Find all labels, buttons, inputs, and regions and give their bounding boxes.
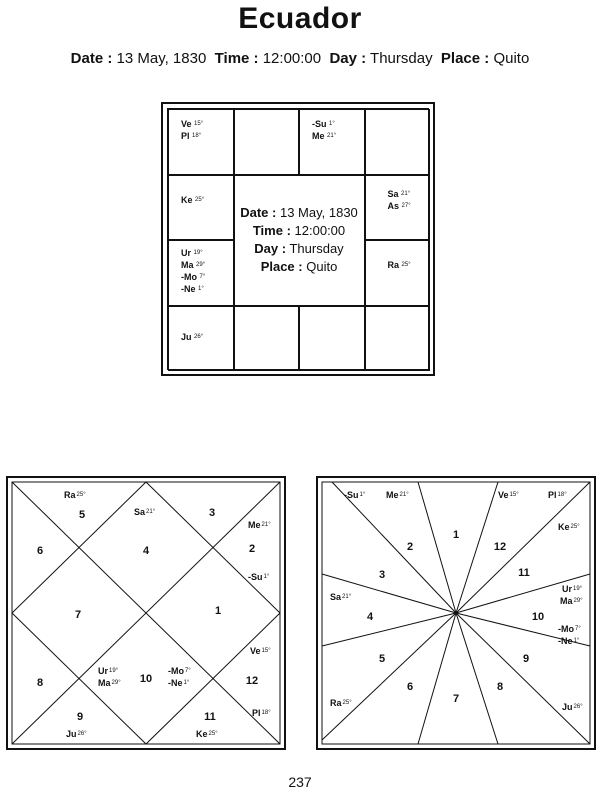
- bhava-house-12: 12: [493, 541, 507, 553]
- center-day-label: Day :: [254, 241, 287, 256]
- north-house-1: 1: [214, 605, 222, 617]
- south-planet-entry: [181, 259, 233, 271]
- date-label: Date :: [70, 50, 113, 67]
- planet-degree: 18°: [192, 133, 202, 139]
- north-house-5: 5: [78, 509, 86, 521]
- planet-degree: 29°: [196, 262, 206, 268]
- south-planet-entry: [181, 247, 233, 259]
- north-planet-su: $-Su^{1^\circ}$: [248, 572, 270, 582]
- planet-degree: 25°: [195, 196, 205, 203]
- north-house-12: 12: [245, 675, 259, 687]
- planet-abbr: Pl: [181, 131, 190, 141]
- center-day: Thursday: [289, 241, 344, 256]
- planet-degree: 7°: [199, 274, 206, 280]
- cell-pisces: [168, 109, 234, 175]
- planet-abbr: Ra: [387, 260, 400, 270]
- bhava-house-9: 9: [522, 653, 530, 665]
- cell-aries: [234, 109, 300, 175]
- planet-degree: 21°: [327, 133, 337, 139]
- bhava-planet-mo: $-Mo^{7^\circ}$: [558, 624, 581, 634]
- north-house-7: 7: [74, 609, 82, 621]
- north-chart-lines: [8, 478, 284, 748]
- page-number: 237: [288, 774, 312, 790]
- north-house-8: 8: [36, 677, 44, 689]
- planet-abbr: Me: [312, 131, 325, 141]
- planet-degree: 21°: [401, 190, 411, 197]
- north-planet-ur: $Ur^{19^\circ}$: [98, 666, 119, 676]
- planet-degree: 1°: [329, 121, 335, 127]
- bhava-planet-pl: $Pl^{18^\circ}$: [548, 490, 567, 500]
- bhava-planet-ne: $-Ne^{1^\circ}$: [558, 636, 580, 646]
- south-planet-entry: [181, 130, 233, 142]
- bhava-planet-ke: $Ke^{25^\circ}$: [558, 522, 580, 532]
- time-value: 12:00:00: [262, 50, 322, 67]
- north-planet-mo: $-Mo^{7^\circ}$: [168, 666, 191, 676]
- center-date-label: Date :: [240, 205, 277, 220]
- planet-abbr: -Mo: [181, 272, 197, 282]
- cell-leo: [365, 240, 431, 306]
- planet-abbr: -Su: [312, 119, 327, 129]
- south-planet-entry: [181, 331, 233, 343]
- planet-abbr: Sa: [387, 188, 399, 199]
- bhava-planet-ve: $Ve^{15^\circ}$: [498, 490, 519, 500]
- north-house-4: 4: [142, 545, 150, 557]
- planet-abbr: Ve: [181, 119, 192, 129]
- planet-degree: 26°: [194, 333, 204, 340]
- date-value: 13 May, 1830: [116, 50, 207, 67]
- bhava-house-11: 11: [518, 567, 530, 579]
- north-house-11: 11: [204, 711, 216, 723]
- south-planet-entry: [312, 118, 364, 130]
- north-indian-chart: [6, 476, 286, 750]
- north-house-9: 9: [76, 711, 84, 723]
- bhava-house-5: 5: [378, 653, 386, 665]
- planet-abbr: As: [387, 200, 400, 211]
- planet-abbr: Ju: [181, 331, 192, 342]
- south-planet-entry: [312, 130, 364, 142]
- bhava-house-3: 3: [378, 569, 386, 581]
- chart-center-details: [234, 175, 365, 306]
- center-time-label: Time :: [252, 223, 291, 238]
- north-planet-ju: $Ju^{26^\circ}$: [66, 729, 87, 739]
- north-planet-ma: $Ma^{29^\circ}$: [98, 678, 121, 688]
- center-place-label: Place :: [260, 259, 303, 274]
- south-planet-entry: [181, 118, 233, 130]
- north-planet-pl: $Pl^{18^\circ}$: [252, 708, 271, 718]
- bhava-planet-su: $-Su^{1^\circ}$: [344, 490, 366, 500]
- cell-cancer: [365, 175, 431, 241]
- bhava-house-2: 2: [406, 541, 414, 553]
- place-value: Quito: [493, 50, 530, 67]
- planet-degree: 19°: [193, 250, 203, 256]
- bhava-planet-me: $Me^{21^\circ}$: [386, 490, 409, 500]
- south-planet-entry: [388, 200, 430, 212]
- center-place: Quito: [306, 259, 338, 274]
- north-planet-me: $Me^{21^\circ}$: [248, 520, 271, 530]
- planet-abbr: Ur: [181, 248, 192, 258]
- north-house-6: 6: [36, 545, 44, 557]
- north-planet-ke: $Ke^{25^\circ}$: [196, 729, 218, 739]
- cell-aquarius: [168, 175, 234, 241]
- bhava-planet-ma: $Ma^{29^\circ}$: [560, 596, 583, 606]
- center-time: 12:00:00: [294, 223, 346, 238]
- bhava-house-8: 8: [496, 681, 504, 693]
- cell-virgo: [365, 306, 431, 372]
- bhava-planet-ra: $Ra^{25^\circ}$: [330, 698, 352, 708]
- south-indian-chart: [161, 102, 435, 376]
- north-planet-sa: $Sa^{21^\circ}$: [134, 507, 156, 517]
- bhava-house-1: 1: [452, 529, 460, 541]
- south-planet-entry: [388, 188, 430, 200]
- bhava-chart-lines: [318, 478, 594, 748]
- day-value: Thursday: [370, 50, 433, 67]
- place-label: Place :: [440, 50, 490, 67]
- north-planet-ve: $Ve^{15^\circ}$: [250, 646, 271, 656]
- page-title: Ecuador: [238, 2, 362, 35]
- day-label: Day :: [329, 50, 367, 67]
- bhava-house-6: 6: [406, 681, 414, 693]
- bhava-house-4: 4: [366, 611, 374, 623]
- planet-degree: 27°: [401, 202, 411, 209]
- cell-taurus: [299, 109, 365, 175]
- time-label: Time :: [214, 50, 259, 67]
- south-planet-entry: [181, 271, 233, 283]
- south-planet-entry: [181, 283, 233, 295]
- north-planet-ne: $-Ne^{1^\circ}$: [168, 678, 190, 688]
- cell-capricorn: [168, 240, 234, 306]
- bhava-planet-sa: $Sa^{21^\circ}$: [330, 592, 352, 602]
- cell-scorpio: [234, 306, 300, 372]
- bhava-house-10: 10: [531, 611, 545, 623]
- planet-abbr: -Ne: [181, 284, 196, 294]
- birth-details: [0, 50, 600, 67]
- cell-libra: [299, 306, 365, 372]
- north-planet-ra: $Ra^{25^\circ}$: [64, 490, 86, 500]
- north-house-3: 3: [208, 507, 216, 519]
- bhava-planet-ju: $Ju^{26^\circ}$: [562, 702, 583, 712]
- planet-abbr: Ma: [181, 260, 194, 270]
- planet-abbr: Ke: [181, 194, 193, 205]
- planet-degree: 25°: [401, 262, 411, 268]
- planet-degree: 1°: [198, 286, 204, 292]
- bhava-chart: [316, 476, 596, 750]
- center-date: 13 May, 1830: [279, 205, 358, 220]
- bhava-house-7: 7: [452, 693, 460, 705]
- planet-degree: 15°: [194, 121, 204, 127]
- bhava-planet-ur: $Ur^{19^\circ}$: [562, 584, 583, 594]
- north-house-10: 10: [139, 673, 153, 685]
- north-house-2: 2: [248, 543, 256, 555]
- south-planet-entry: [388, 259, 430, 271]
- south-planet-entry: [181, 194, 233, 206]
- cell-gemini: [365, 109, 431, 175]
- cell-sagittarius: [168, 306, 234, 372]
- south-chart-grid: [167, 108, 429, 370]
